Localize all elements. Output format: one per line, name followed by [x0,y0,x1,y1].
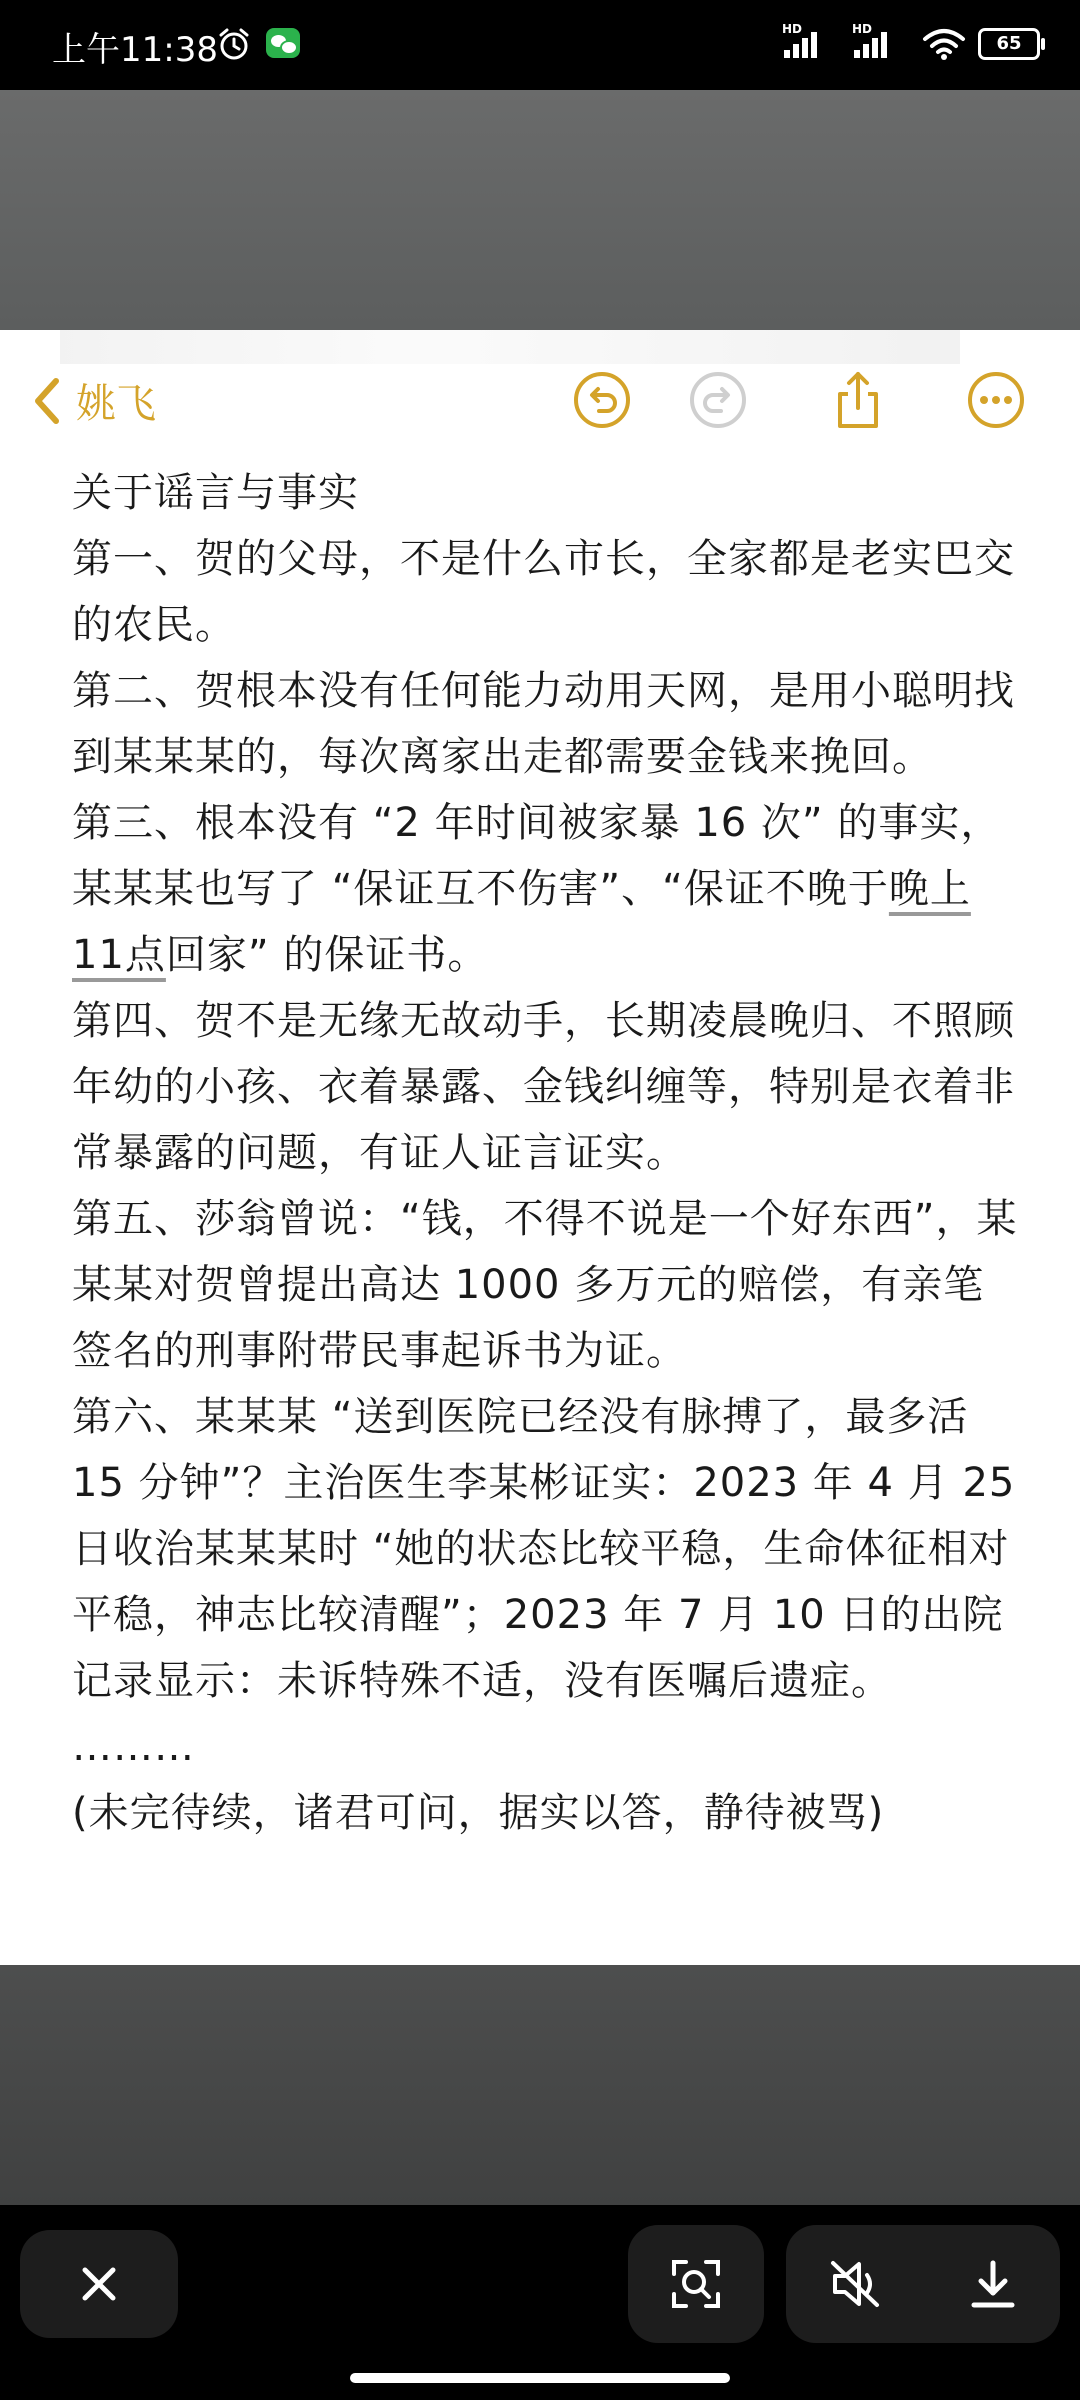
screenshot-preview[interactable] [0,330,1080,1965]
close-button[interactable] [20,2230,178,2338]
share-icon[interactable] [828,370,888,430]
note-paragraph: 第一、贺的父母，不是什么市长，全家都是老实巴交的农民。 [72,536,1015,648]
undo-icon[interactable] [572,370,632,430]
note-ellipsis: ……… [72,1724,195,1770]
signal-hd-label: HD [852,22,873,36]
note-body[interactable] [72,460,1022,1846]
signal-icon [852,22,910,62]
wifi-icon [922,27,966,61]
note-paragraph: 第二、贺根本没有任何能力动用天网，是用小聪明找到某某某的，每次离家出走都需要金钱来挽回。 [72,668,1015,780]
home-indicator[interactable] [350,2373,730,2383]
status-time: 上午11:38 [52,30,218,70]
back-button[interactable] [30,372,156,429]
signal-hd-label: HD [782,22,803,36]
lens-icon [670,2258,722,2310]
close-icon [79,2264,119,2304]
signal-icon [782,22,840,62]
chevron-left-icon [30,375,62,427]
note-paragraph [72,790,1022,988]
redo-icon[interactable] [688,370,748,430]
paragraph-text: 第三、根本没有 “2 年时间被家暴 16 次” 的事实，某某某也写了 “保证互不伤害”、“保证不晚于 [72,800,1002,912]
dimmed-backdrop-bottom [0,1965,1080,2205]
download-icon[interactable] [968,2259,1018,2309]
note-title: 关于谣言与事实 [72,470,359,516]
dimmed-backdrop-top [0,90,1080,330]
lens-button[interactable] [628,2225,764,2343]
status-indicators [782,24,1040,64]
faded-text-strip [60,330,960,364]
mute-icon[interactable] [829,2259,883,2309]
paragraph-text: 回家” 的保证书。 [165,932,489,978]
bottom-toolbar [0,2205,1080,2400]
back-label: 姚飞 [76,381,156,427]
note-paragraph: 第四、贺不是无缘无故动手，长期凌晨晚归、不照顾年幼的小孩、衣着暴露、金钱纠缠等，特别是衣着非常暴露的问题，有证人证言证实。 [72,998,1015,1176]
status-bar [0,0,1080,90]
alarm-icon [216,26,252,62]
wechat-icon [266,28,300,58]
note-closing: (未完待续，诸君可问，据实以答，静待被骂) [72,1790,885,1836]
note-paragraph: 第五、莎翁曾说：“钱，不得不说是一个好东西”，某某某对贺曾提出高达 1000 多万元的赔偿，有亲笔签名的刑事附带民事起诉书为证。 [72,1196,1018,1374]
media-actions [786,2225,1060,2343]
battery-icon: 65 [978,28,1040,60]
underlined-text: 晚上 11点 [72,866,971,978]
note-paragraph: 第六、某某某 “送到医院已经没有脉搏了，最多活 15 分钟”？主治医生李某彬证实：2023 年 4 月 25 日收治某某某时 “她的状态比较平稳，生命体征相对平稳，神志比较清醒”；2023 年 7 月 10 日的出院记录显示：未诉特殊不适，没有医嘱后遗症。 [72,1394,1016,1704]
more-icon[interactable] [966,370,1026,430]
